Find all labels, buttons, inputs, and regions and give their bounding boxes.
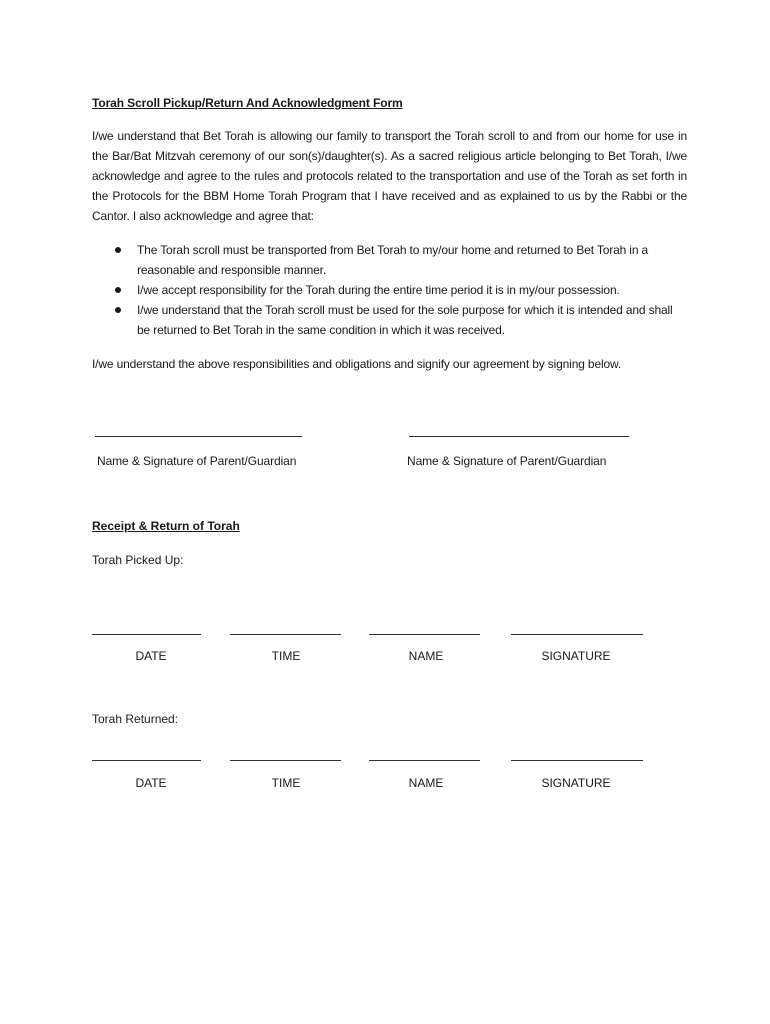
closing-paragraph: I/we understand the above responsibilities and obligations and signify our agreement by signing below. <box>92 357 622 371</box>
bullet-item <box>92 300 687 340</box>
pickup-name-label: NAME <box>408 649 444 663</box>
parent-signature-line-left[interactable] <box>95 436 302 437</box>
return-date-label: DATE <box>135 776 167 790</box>
parent-signature-label-left: Name & Signature of Parent/Guardian <box>97 454 297 468</box>
return-signature-label: SIGNATURE <box>541 776 611 790</box>
return-date-line[interactable] <box>92 760 201 761</box>
pickup-date-label: DATE <box>135 649 167 663</box>
bullet-text: The Torah scroll must be transported from Bet Torah to my/our home and returned to Bet Torah in a reasonable and responsible manner. <box>137 243 649 277</box>
return-time-label: TIME <box>271 776 301 790</box>
return-signature-line[interactable] <box>511 760 643 761</box>
pickup-time-label: TIME <box>271 649 301 663</box>
return-time-line[interactable] <box>230 760 341 761</box>
form-title: Torah Scroll Pickup/Return And Acknowledgment Form <box>92 96 403 110</box>
intro-paragraph: I/we understand that Bet Torah is allowing our family to transport the Torah scroll to and from our home for use in the Bar/Bat Mitzvah ceremony of our son(s)/daughter(s). As a sacred religious article belonging to Bet Torah, I/we acknowledge and agree to the rules and protocols related to the transportation and use of the Torah as set forth in the Protocols for the BBM Home Torah Program that I have received and as explained to us by the Rabbi or the Cantor. I also acknowledge and agree that: <box>92 129 687 223</box>
bullet-icon <box>115 247 121 253</box>
agreement-bullet-list <box>92 240 687 340</box>
parent-signature-line-right[interactable] <box>409 436 629 437</box>
return-name-label: NAME <box>408 776 444 790</box>
pickup-name-line[interactable] <box>369 634 480 635</box>
pickup-signature-line[interactable] <box>511 634 643 635</box>
pickup-time-line[interactable] <box>230 634 341 635</box>
bullet-text: I/we understand that the Torah scroll must be used for the sole purpose for which it is intended and shall be returned to Bet Torah in the same condition in which it was received. <box>137 303 673 337</box>
returned-label: Torah Returned: <box>92 712 179 726</box>
bullet-item <box>92 280 687 300</box>
receipt-section-title: Receipt & Return of Torah <box>92 519 240 533</box>
parent-signature-label-right: Name & Signature of Parent/Guardian <box>407 454 607 468</box>
pickup-date-line[interactable] <box>92 634 201 635</box>
bullet-item <box>92 240 687 280</box>
return-name-line[interactable] <box>369 760 480 761</box>
bullet-icon <box>115 307 121 313</box>
bullet-text: I/we accept responsibility for the Torah during the entire time period it is in my/our possession. <box>137 283 620 297</box>
pickup-signature-label: SIGNATURE <box>541 649 611 663</box>
bullet-icon <box>115 287 121 293</box>
picked-up-label: Torah Picked Up: <box>92 553 184 567</box>
